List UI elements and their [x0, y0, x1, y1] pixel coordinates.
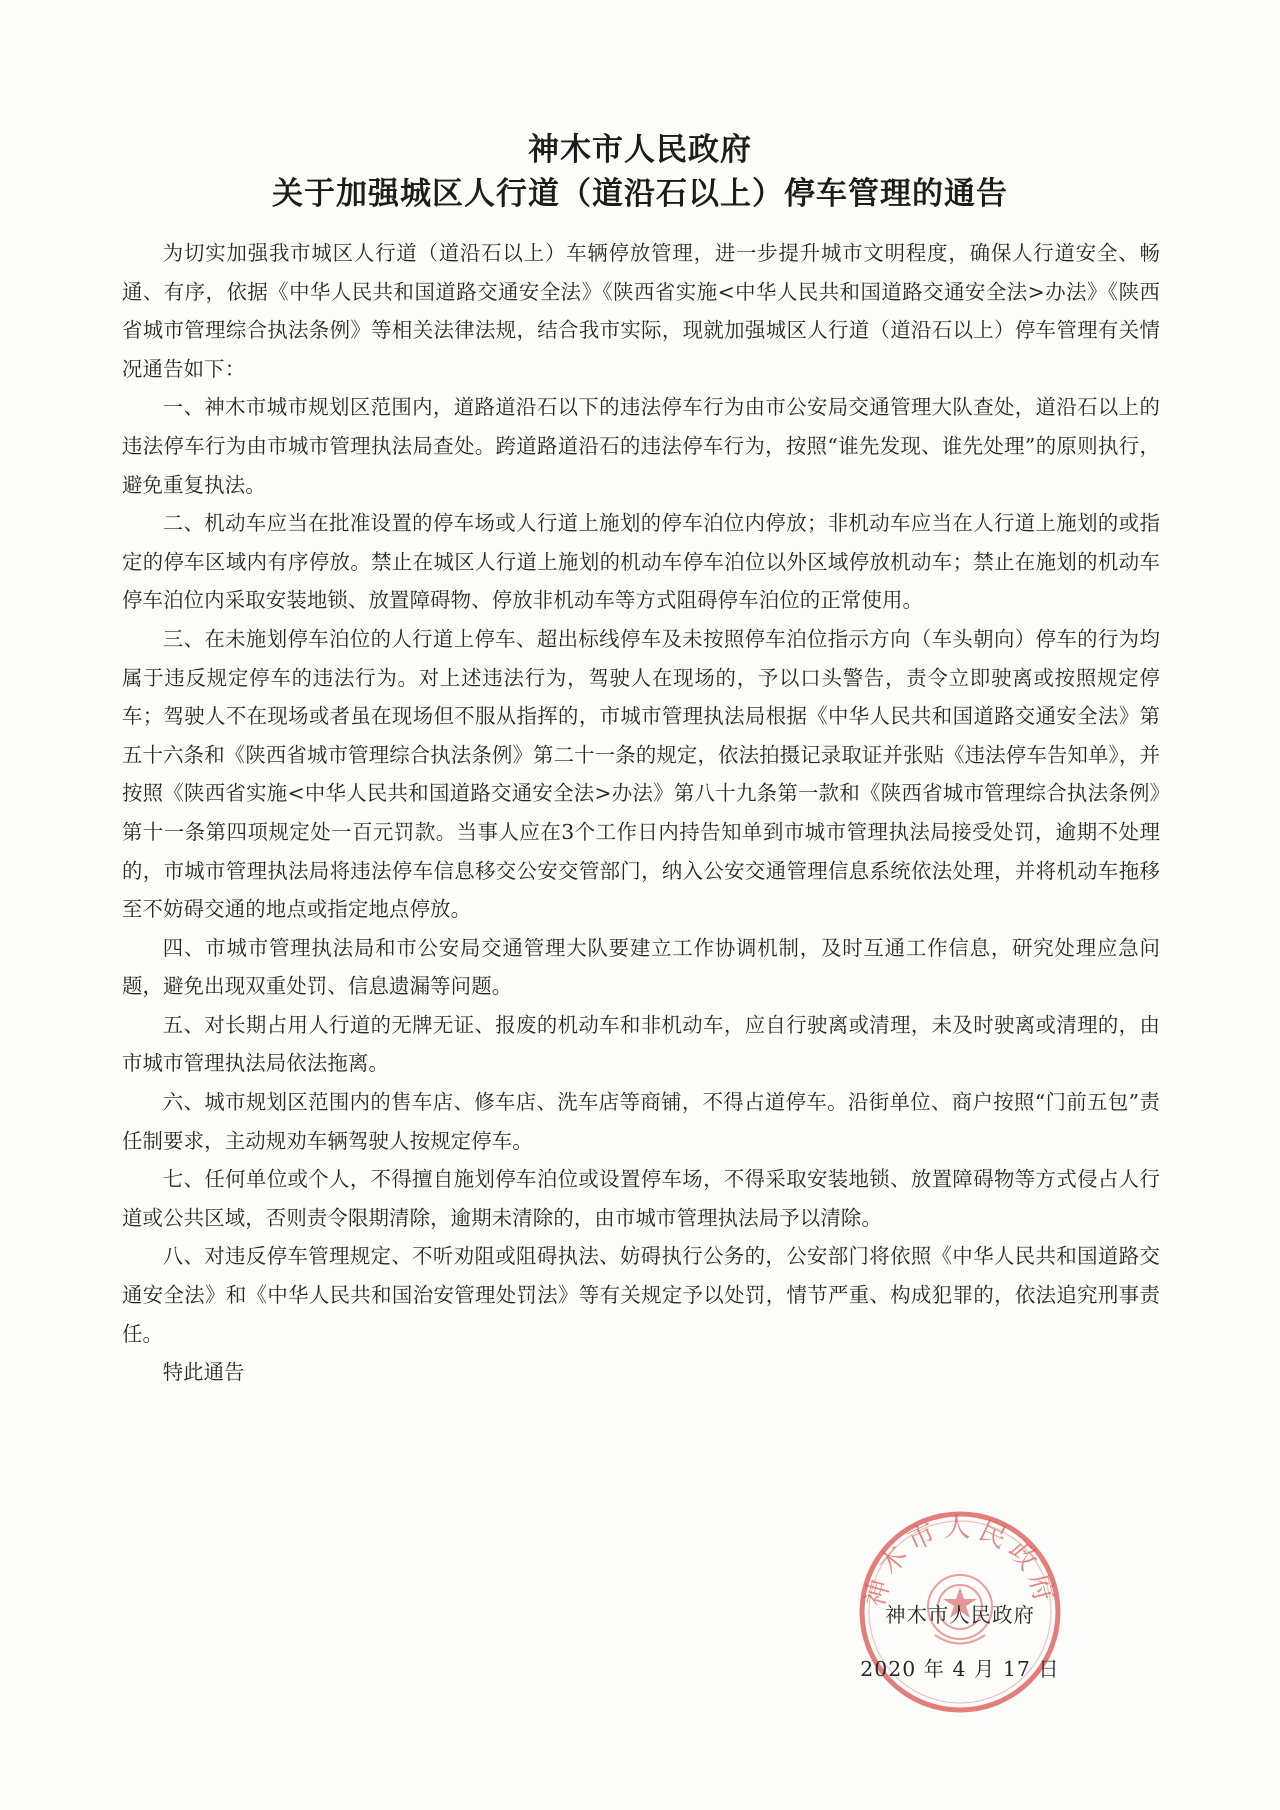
- document-body: [122, 234, 1160, 1392]
- title-subject: 关于加强城区人行道（道沿石以上）停车管理的通告: [272, 176, 1008, 212]
- paragraph-item-7: 七、任何单位或个人，不得擅自施划停车泊位或设置停车场，不得采取安装地锁、放置障碍物等方式侵占人行道或公共区域，否则责令限期清除，逾期未清除的，由市城市管理执法局予以清除。: [122, 1167, 1160, 1230]
- paragraph-item-6: 六、城市规划区范围内的售车店、修车店、洗车店等商铺，不得占道停车。沿街单位、商户按照“门前五包”责任制要求，主动规劝车辆驾驶人按规定停车。: [122, 1090, 1160, 1153]
- svg-text:神木市人民政府: 神木市人民政府: [859, 1512, 1061, 1611]
- paragraph-preamble: 为切实加强我市城区人行道（道沿石以上）车辆停放管理，进一步提升城市文明程度，确保人行道安全、畅通、有序，依据《中华人民共和国道路交通安全法》《陕西省实施<中华人民共和国道路交通安全法>办法》《陕西省城市管理综合执法条例》等相关法律法规，结合我市实际，现就加强城区人行道（道沿石以上）停车管理有关情况通告如下：: [122, 241, 1160, 381]
- signature-block: [855, 1600, 1065, 1681]
- document-title: [0, 128, 1280, 216]
- signature-date: 2020 年 4 月 17 日: [860, 1657, 1060, 1681]
- paragraph-item-8: 八、对违反停车管理规定、不听劝阻或阻碍执法、妨碍执行公务的，公安部门将依照《中华人民共和国道路交通安全法》和《中华人民共和国治安管理处罚法》等有关规定予以处罚，情节严重、构成犯罪的，依法追究刑事责任。: [122, 1244, 1160, 1346]
- paragraph-item-3: 三、在未施划停车泊位的人行道上停车、超出标线停车及未按照停车泊位指示方向（车头朝向）停车的行为均属于违反规定停车的违法行为。对上述违法行为，驾驶人在现场的，予以口头警告，责令立即驶离或按照规定停车；驾驶人不在现场或者虽在现场但不服从指挥的，市城市管理执法局根据《中华人民共和国道路交通安全法》第五十六条和《陕西省城市管理综合执法条例》第二十一条的规定，依法拍摄记录取证并张贴《违法停车告知单》，并按照《陕西省实施<中华人民共和国道路交通安全法>办法》第八十九条第一款和《陕西省城市管理综合执法条例》第十一条第四项规定处一百元罚款。当事人应在3个工作日内持告知单到市城市管理执法局接受处罚，逾期不处理的，市城市管理执法局将违法停车信息移交公安交管部门，纳入公安交通管理信息系统依法处理，并将机动车拖移至不妨碍交通的地点或指定地点停放。: [122, 626, 1160, 922]
- paragraph-item-2: 二、机动车应当在批准设置的停车场或人行道上施划的停车泊位内停放；非机动车应当在人行道上施划的或指定的停车区域内有序停放。禁止在城区人行道上施划的机动车停车泊位以外区域停放机动车；禁止在施划的机动车停车泊位内采取安装地锁、放置障碍物、停放非机动车等方式阻碍停车泊位的正常使用。: [122, 511, 1160, 613]
- paragraph-item-5: 五、对长期占用人行道的无牌无证、报废的机动车和非机动车，应自行驶离或清理，未及时驶离或清理的，由市城市管理执法局依法拖离。: [122, 1012, 1160, 1076]
- signature-issuer: 神木市人民政府: [885, 1603, 1035, 1627]
- title-issuer: 神木市人民政府: [528, 132, 752, 168]
- closing-phrase: 特此通告: [162, 1360, 245, 1385]
- paragraph-item-4: 四、市城市管理执法局和市公安局交通管理大队要建立工作协调机制，及时互通工作信息，研究处理应急问题，避免出现双重处罚、信息遗漏等问题。: [122, 935, 1160, 999]
- paragraph-item-1: 一、神木市城市规划区范围内，道路道沿石以下的违法停车行为由市公安局交通管理大队查处，道沿石以上的违法停车行为由市城市管理执法局查处。跨道路道沿石的违法停车行为，按照“谁先发现、谁先处理”的原则执行，避免重复执法。: [122, 395, 1160, 497]
